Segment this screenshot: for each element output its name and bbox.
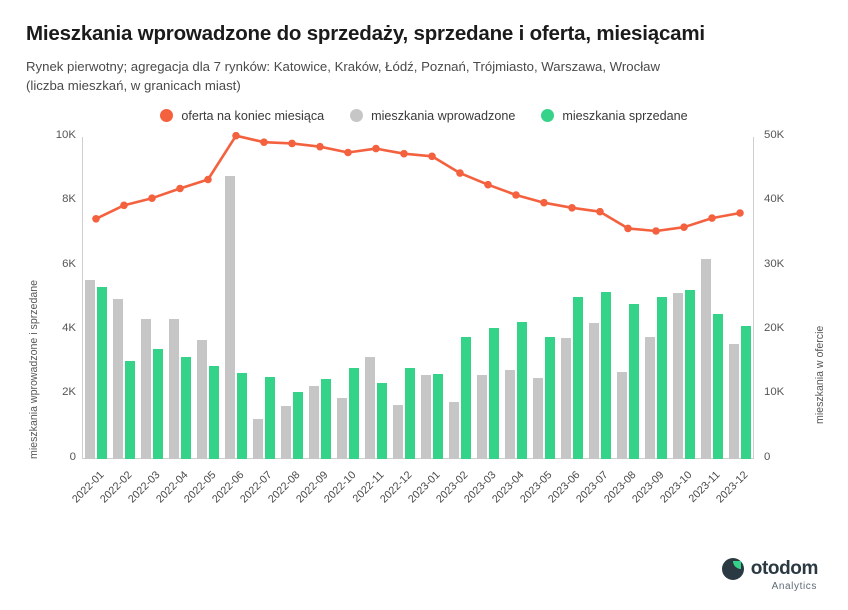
offer-line-point[interactable] bbox=[596, 208, 604, 216]
chart-subtitle-line2: (liczba mieszkań, w granicach miast) bbox=[26, 77, 241, 93]
offer-line-point[interactable] bbox=[120, 201, 128, 209]
offer-line-point[interactable] bbox=[148, 194, 156, 202]
offer-line-point[interactable] bbox=[624, 224, 632, 232]
otodom-logo-icon bbox=[722, 558, 744, 580]
x-tick-label: 2023-01 bbox=[405, 468, 443, 506]
x-tick-label: 2023-11 bbox=[686, 468, 723, 505]
offer-line-path bbox=[96, 136, 740, 231]
legend-swatch-offer-icon bbox=[160, 109, 173, 122]
y-tick-left: 0 bbox=[69, 450, 76, 463]
brand-sub: Analytics bbox=[771, 581, 817, 592]
x-tick-label: 2022-08 bbox=[265, 468, 303, 506]
x-tick-label: 2022-04 bbox=[153, 468, 191, 506]
x-tick-label: 2022-03 bbox=[125, 468, 163, 506]
legend-item-sold[interactable] bbox=[541, 109, 687, 123]
x-tick-label: 2022-10 bbox=[321, 468, 359, 506]
offer-line-point[interactable] bbox=[708, 214, 716, 222]
offer-line-point[interactable] bbox=[372, 145, 380, 153]
legend-item-introduced[interactable] bbox=[350, 109, 515, 123]
x-tick-label: 2023-08 bbox=[601, 468, 639, 506]
y-axis-label-right: mieszkania w ofercie bbox=[814, 325, 826, 424]
y-axis-label-left: mieszkania wprowadzone i sprzedane bbox=[28, 279, 40, 459]
y-tick-left: 6K bbox=[62, 257, 76, 270]
page-title: Mieszkania wprowadzone do sprzedaży, sprzedane i oferta, miesiącami bbox=[26, 22, 705, 45]
offer-line-point[interactable] bbox=[484, 181, 492, 189]
chart-subtitle-line1: Rynek pierwotny; agregacja dla 7 rynków: Katowice, Kraków, Łódź, Poznań, Trójmiasto, Warszawa, Wrocław bbox=[26, 58, 661, 74]
x-tick-label: 2022-09 bbox=[293, 468, 331, 506]
x-tick-label: 2023-09 bbox=[629, 468, 667, 506]
offer-line-point[interactable] bbox=[316, 143, 324, 151]
brand-logo bbox=[722, 558, 818, 592]
chart-legend bbox=[26, 109, 822, 123]
y-tick-right: 0 bbox=[764, 450, 771, 463]
offer-line-point[interactable] bbox=[204, 176, 212, 184]
x-tick-label: 2023-10 bbox=[657, 468, 695, 506]
x-tick-label: 2023-06 bbox=[545, 468, 583, 506]
y-tick-right: 40K bbox=[764, 193, 785, 206]
y-tick-right: 50K bbox=[764, 128, 785, 141]
legend-label-introduced: mieszkania wprowadzone bbox=[371, 108, 516, 123]
offer-line-point[interactable] bbox=[540, 199, 548, 207]
offer-line-point[interactable] bbox=[92, 215, 100, 223]
x-tick-label: 2022-12 bbox=[377, 468, 415, 506]
x-tick-label: 2022-05 bbox=[181, 468, 219, 506]
offer-line-point[interactable] bbox=[344, 149, 352, 157]
brand-row bbox=[722, 558, 818, 580]
y-tick-left: 4K bbox=[62, 322, 76, 335]
x-tick-label: 2023-07 bbox=[573, 468, 611, 506]
offer-line-point[interactable] bbox=[288, 139, 296, 147]
legend-label-sold: mieszkania sprzedane bbox=[562, 108, 688, 123]
offer-line-point[interactable] bbox=[568, 204, 576, 212]
offer-line-point[interactable] bbox=[512, 191, 520, 199]
plot-area bbox=[26, 128, 826, 549]
offer-line-point[interactable] bbox=[400, 150, 408, 158]
brand-name: otodom bbox=[750, 558, 818, 579]
legend-item-offer[interactable] bbox=[160, 109, 324, 123]
y-tick-left: 2K bbox=[62, 386, 76, 399]
legend-label-offer: oferta na koniec miesiąca bbox=[181, 108, 325, 123]
offer-line-point[interactable] bbox=[736, 209, 744, 217]
offer-line-point[interactable] bbox=[456, 169, 464, 177]
offer-line-point[interactable] bbox=[176, 185, 184, 193]
x-tick-label: 2022-11 bbox=[350, 468, 387, 505]
offer-line-point[interactable] bbox=[428, 152, 436, 160]
chart-subtitle bbox=[26, 57, 816, 95]
y-tick-left: 10K bbox=[55, 128, 76, 141]
offer-line-point[interactable] bbox=[232, 132, 240, 140]
x-tick-label: 2022-06 bbox=[209, 468, 247, 506]
x-tick-label: 2023-04 bbox=[489, 468, 527, 506]
x-tick-label: 2022-02 bbox=[97, 468, 135, 506]
offer-line-series bbox=[82, 137, 754, 459]
offer-line-point[interactable] bbox=[652, 227, 660, 235]
x-tick-label: 2022-01 bbox=[69, 468, 107, 506]
x-tick-label: 2023-05 bbox=[517, 468, 555, 506]
x-tick-label: 2023-03 bbox=[461, 468, 499, 506]
x-tick-label: 2022-07 bbox=[237, 468, 275, 506]
x-tick-label: 2023-02 bbox=[433, 468, 471, 506]
x-tick-label: 2023-12 bbox=[713, 468, 751, 506]
legend-swatch-sold-icon bbox=[541, 109, 554, 122]
legend-swatch-introduced-icon bbox=[350, 109, 363, 122]
y-tick-right: 10K bbox=[764, 386, 785, 399]
y-tick-left: 8K bbox=[62, 193, 76, 206]
x-axis-ticks bbox=[69, 463, 754, 543]
y-tick-right: 30K bbox=[764, 257, 785, 270]
y-tick-right: 20K bbox=[764, 322, 785, 335]
offer-line-point[interactable] bbox=[680, 223, 688, 231]
offer-line-point[interactable] bbox=[260, 138, 268, 146]
plot-canvas bbox=[55, 128, 785, 463]
